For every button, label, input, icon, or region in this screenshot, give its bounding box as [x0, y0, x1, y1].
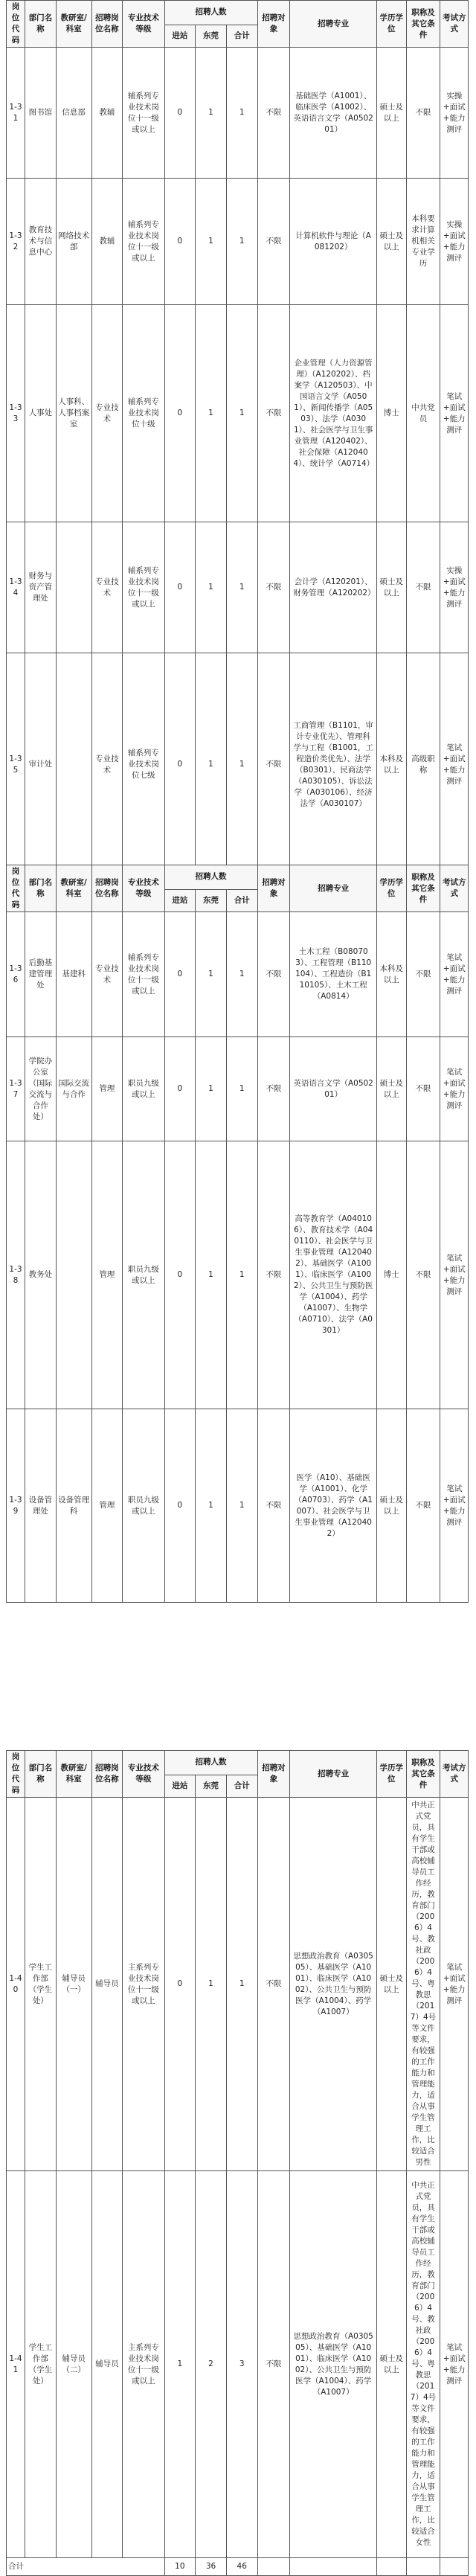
cell-count-east: 1 — [196, 48, 227, 179]
cell-count-in: 0 — [164, 653, 196, 877]
header-title: 职称及其它条件 — [406, 865, 440, 912]
header-count-total: 合计 — [226, 1775, 257, 1797]
header-count-east: 东莞 — [196, 889, 227, 911]
table-row — [7, 653, 469, 877]
total-label: 合计 — [7, 2558, 165, 2576]
cell-code: 1-35 — [7, 653, 25, 877]
cell-level: 主系列专业技术岗位十一级或以上 — [123, 2171, 164, 2558]
cell-count-total: 1 — [226, 912, 257, 1037]
cell-edu: 硕士及以上 — [377, 179, 407, 305]
header-post: 招聘岗位名称 — [91, 1, 123, 48]
cell-count-in: 0 — [164, 1798, 196, 2171]
cell-code: 1-37 — [7, 1037, 25, 1141]
cell-method: 笔试+面试+能力测评 — [440, 653, 469, 877]
cell-count-total: 1 — [226, 1798, 257, 2171]
cell-count-in: 0 — [164, 1409, 196, 1603]
cell-target: 不限 — [257, 522, 290, 653]
recruitment-table-part-1 — [6, 0, 469, 877]
cell-count-total: 1 — [226, 1141, 257, 1409]
header-count: 招聘人数 — [164, 1751, 257, 1775]
cell-code: 1-32 — [7, 179, 25, 305]
cell-level: 辅系列专业技术岗位十一级或以上 — [123, 179, 164, 305]
cell-code: 1-36 — [7, 912, 25, 1037]
cell-count-in: 0 — [164, 1037, 196, 1141]
cell-count-in: 0 — [164, 912, 196, 1037]
cell-level: 职员九级或以上 — [123, 1037, 164, 1141]
cell-office — [56, 1141, 91, 1409]
table-row — [7, 48, 469, 179]
header-code: 岗位代码 — [7, 1751, 25, 1798]
cell-post: 辅导员 — [91, 2171, 123, 2558]
cell-dept: 设备管理处 — [25, 1409, 57, 1603]
cell-major: 计算机软件与理论（A081202） — [290, 179, 377, 305]
total-count-east: 36 — [196, 2558, 227, 2576]
cell-dept: 后勤基建管理处 — [25, 912, 57, 1037]
cell-count-total: 3 — [226, 2171, 257, 2558]
header-title: 职称及其它条件 — [406, 1, 440, 48]
header-level: 专业技术等级 — [123, 1751, 164, 1798]
cell-title: 中共党员 — [406, 305, 440, 522]
header-count: 招聘人数 — [164, 865, 257, 890]
cell-code: 1-39 — [7, 1409, 25, 1603]
cell-method: 笔试+面试+能力测评 — [440, 305, 469, 522]
header-count-in: 进站 — [164, 25, 196, 47]
cell-office — [56, 653, 91, 877]
cell-target: 不限 — [257, 48, 290, 179]
cell-office: 辅导员（一） — [56, 1798, 91, 2171]
cell-dept: 图书馆 — [25, 48, 57, 179]
cell-post: 专业技术 — [91, 522, 123, 653]
cell-edu: 硕士及以上 — [377, 522, 407, 653]
header-count-east: 东莞 — [196, 1775, 227, 1797]
cell-count-in: 0 — [164, 522, 196, 653]
cell-level: 辅系列专业技术岗位十一级或以上 — [123, 522, 164, 653]
cell-title: 高级职称 — [406, 653, 440, 877]
cell-post: 管理 — [91, 1141, 123, 1409]
cell-count-east: 1 — [196, 1798, 227, 2171]
cell-method: 实操+面试+能力测评 — [440, 522, 469, 653]
cell-dept: 财务与资产管理处 — [25, 522, 57, 653]
cell-office: 国际交流与合作 — [56, 1037, 91, 1141]
recruitment-table-part-2 — [6, 865, 469, 1603]
header-level: 专业技术等级 — [123, 865, 164, 912]
cell-count-total: 1 — [226, 653, 257, 877]
cell-count-in: 1 — [164, 2171, 196, 2558]
cell-method: 实操+面试+能力测评 — [440, 48, 469, 179]
cell-edu: 本科及以上 — [377, 912, 407, 1037]
header-method: 考试方式 — [440, 1751, 469, 1798]
cell-level: 辅系列专业技术岗位七级 — [123, 653, 164, 877]
cell-title: 不限 — [406, 522, 440, 653]
header-title: 职称及其它条件 — [406, 1751, 440, 1798]
cell-level: 辅系列专业技术岗位十一级或以上 — [123, 48, 164, 179]
cell-count-east: 1 — [196, 653, 227, 877]
cell-count-east: 2 — [196, 2171, 227, 2558]
header-count: 招聘人数 — [164, 1, 257, 25]
cell-edu: 硕士及以上 — [377, 1037, 407, 1141]
table-row — [7, 2171, 469, 2558]
header-major: 招聘专业 — [290, 865, 377, 912]
cell-dept: 学院办公室（国际交流与合作处） — [25, 1037, 57, 1141]
cell-title: 不限 — [406, 1037, 440, 1141]
cell-dept: 教育技术与信息中心 — [25, 179, 57, 305]
total-count-in: 10 — [164, 2558, 196, 2576]
header-count-in: 进站 — [164, 889, 196, 911]
cell-count-total: 1 — [226, 305, 257, 522]
cell-dept: 人事处 — [25, 305, 57, 522]
cell-method: 笔试+面试+能力测评 — [440, 2171, 469, 2558]
cell-title: 本科要求计算机相关专业学历 — [406, 179, 440, 305]
header-count-total: 合计 — [226, 25, 257, 47]
cell-office: 辅导员（二） — [56, 2171, 91, 2558]
cell-post: 专业技术 — [91, 305, 123, 522]
cell-major: 医学（A10）、基础医学（A1001）、化学（A0703）、药学（A1007）、社会医学与卫生事业管理（A120402） — [290, 1409, 377, 1603]
total-blank — [406, 2558, 440, 2576]
cell-dept: 学生工作部（学生处） — [25, 1798, 57, 2171]
header-dept: 部门名称 — [25, 1, 57, 48]
cell-post: 管理 — [91, 1037, 123, 1141]
cell-office: 网络技术部 — [56, 179, 91, 305]
cell-method: 笔试+面试+能力测评 — [440, 1409, 469, 1603]
cell-level: 主系列专业技术岗位十一级或以上 — [123, 1798, 164, 2171]
cell-major: 工商管理（B1101，审计专业优先）、管理科学与工程（B1001，工程造价类优先）、法学（B0301）、民商法学（A030105）、诉讼法学（A030106）、经济法学（A030107） — [290, 653, 377, 877]
cell-major: 土木工程（B080703）、工程管理（B110104）、工程造价（B110105）、土木工程（A0814） — [290, 912, 377, 1037]
cell-dept: 教务处 — [25, 1141, 57, 1409]
cell-count-total: 1 — [226, 179, 257, 305]
table-row — [7, 1409, 469, 1603]
header-method: 考试方式 — [440, 865, 469, 912]
cell-title: 中共正式党员，具有学生干部或高校辅导员工作经历，教育部门（2006）4号、教社政（2006）4号、粤教思（2017）4号等文件要求，有较强的工作能力和管理能力，适合从事学生管理工作，比较适合男性 — [406, 1798, 440, 2171]
cell-count-east: 1 — [196, 522, 227, 653]
cell-count-east: 1 — [196, 1409, 227, 1603]
cell-major: 思想政治教育（A030505）、基础医学（A1001）、临床医学（A1002）、公共卫生与预防医学（A1004）、药学（A1007） — [290, 1798, 377, 2171]
total-count-total: 46 — [226, 2558, 257, 2576]
total-blank — [440, 2558, 469, 2576]
header-method: 考试方式 — [440, 1, 469, 48]
cell-edu: 博士 — [377, 1141, 407, 1409]
header-major: 招聘专业 — [290, 1, 377, 48]
cell-target: 不限 — [257, 1037, 290, 1141]
recruitment-table-part-3 — [6, 1750, 469, 2576]
cell-target: 不限 — [257, 1141, 290, 1409]
header-dept: 部门名称 — [25, 865, 57, 912]
cell-post: 教辅 — [91, 48, 123, 179]
cell-dept: 学生工作部（学生处） — [25, 2171, 57, 2558]
table-row — [7, 179, 469, 305]
cell-level: 辅系列专业技术岗位十级 — [123, 305, 164, 522]
cell-edu: 硕士及以上 — [377, 1409, 407, 1603]
cell-count-in: 0 — [164, 48, 196, 179]
cell-code: 1-33 — [7, 305, 25, 522]
cell-edu: 本科及以上 — [377, 653, 407, 877]
cell-method: 笔试+面试+能力测评 — [440, 1141, 469, 1409]
cell-major: 思想政治教育（A030505）、基础医学（A1001）、临床医学（A1002）、公共卫生与预防医学（A1004）、药学（A1007） — [290, 2171, 377, 2558]
cell-target: 不限 — [257, 2171, 290, 2558]
cell-major: 基础医学（A1001）、临床医学（A1002）、英语语言文学（A050201） — [290, 48, 377, 179]
cell-level: 辅系列专业技术岗位十一级或以上 — [123, 912, 164, 1037]
cell-level: 职员九级或以上 — [123, 1141, 164, 1409]
cell-count-in: 0 — [164, 1141, 196, 1409]
cell-major: 会计学（A120201）、财务管理（A120202） — [290, 522, 377, 653]
total-row — [7, 2558, 469, 2576]
header-office: 教研室/科室 — [56, 1, 91, 48]
table-row — [7, 522, 469, 653]
cell-target: 不限 — [257, 179, 290, 305]
total-blank — [290, 2558, 377, 2576]
header-edu: 学历学位 — [377, 865, 407, 912]
cell-count-in: 0 — [164, 305, 196, 522]
cell-method: 笔试+面试+能力测评 — [440, 1037, 469, 1141]
header-edu: 学历学位 — [377, 1, 407, 48]
cell-count-total: 1 — [226, 48, 257, 179]
table-row — [7, 1037, 469, 1141]
cell-title: 中共正式党员，具有学生干部或高校辅导员工作经历，教育部门（2006）4号、教社政（2006）4号、粤教思（2017）4号等文件要求，有较强的工作能力和管理能力，适合从事学生管理工作，比较适合女性 — [406, 2171, 440, 2558]
header-target: 招聘对象 — [257, 865, 290, 912]
table-row — [7, 912, 469, 1037]
header-dept: 部门名称 — [25, 1751, 57, 1798]
cell-title: 不限 — [406, 48, 440, 179]
cell-code: 1-31 — [7, 48, 25, 179]
header-major: 招聘专业 — [290, 1751, 377, 1798]
cell-post: 辅导员 — [91, 1798, 123, 2171]
header-code: 岗位代码 — [7, 1, 25, 48]
cell-office: 设备管理科 — [56, 1409, 91, 1603]
cell-dept: 审计处 — [25, 653, 57, 877]
cell-office: 人事科、人事档案室 — [56, 305, 91, 522]
cell-level: 职员九级或以上 — [123, 1409, 164, 1603]
cell-major: 企业管理（人力资源管理）（A120202）、档案学（A120503）、中国语言文学（A0501）、新闻传播学（A0503）、法学（A0301）、社会医学与卫生事业管理（A120402）、社会保障（A120404）、统计学（A0714） — [290, 305, 377, 522]
header-target: 招聘对象 — [257, 1751, 290, 1798]
cell-title: 不限 — [406, 1141, 440, 1409]
cell-count-total: 1 — [226, 522, 257, 653]
table-row — [7, 305, 469, 522]
header-count-in: 进站 — [164, 1775, 196, 1797]
cell-count-east: 1 — [196, 179, 227, 305]
cell-title: 不限 — [406, 1409, 440, 1603]
header-office: 教研室/科室 — [56, 865, 91, 912]
cell-method: 笔试+面试+能力测评 — [440, 912, 469, 1037]
header-post: 招聘岗位名称 — [91, 865, 123, 912]
cell-count-east: 1 — [196, 912, 227, 1037]
cell-post: 教辅 — [91, 179, 123, 305]
cell-target: 不限 — [257, 305, 290, 522]
cell-edu: 硕士及以上 — [377, 1798, 407, 2171]
cell-post: 管理 — [91, 1409, 123, 1603]
header-office: 教研室/科室 — [56, 1751, 91, 1798]
header-count-total: 合计 — [226, 889, 257, 911]
cell-edu: 博士 — [377, 305, 407, 522]
header-edu: 学历学位 — [377, 1751, 407, 1798]
cell-target: 不限 — [257, 1798, 290, 2171]
total-blank — [377, 2558, 407, 2576]
cell-count-in: 0 — [164, 179, 196, 305]
cell-target: 不限 — [257, 1409, 290, 1603]
table-row — [7, 1141, 469, 1409]
cell-major: 英语语言文学（A050201） — [290, 1037, 377, 1141]
cell-office — [56, 522, 91, 653]
header-post: 招聘岗位名称 — [91, 1751, 123, 1798]
cell-code: 1-38 — [7, 1141, 25, 1409]
cell-code: 1-40 — [7, 1798, 25, 2171]
cell-count-total: 1 — [226, 1037, 257, 1141]
cell-title: 不限 — [406, 912, 440, 1037]
cell-method: 实操+面试+能力测评 — [440, 179, 469, 305]
cell-code: 1-41 — [7, 2171, 25, 2558]
cell-major: 高等教育学（A040106）、教育技术学（A040110）、社会医学与卫生事业管理（A120402）、基础医学（A1001）、临床医学（A1002）、公共卫生与预防医学（A1004）、药学（A1007）、生物学（A0710）、法学（A0301） — [290, 1141, 377, 1409]
cell-post: 专业技术 — [91, 912, 123, 1037]
table-row — [7, 1798, 469, 2171]
cell-method: 笔试+面试+能力测评 — [440, 1798, 469, 2171]
header-code: 岗位代码 — [7, 865, 25, 912]
cell-count-east: 1 — [196, 305, 227, 522]
cell-target: 不限 — [257, 653, 290, 877]
cell-edu: 硕士及以上 — [377, 48, 407, 179]
cell-code: 1-34 — [7, 522, 25, 653]
cell-count-east: 1 — [196, 1141, 227, 1409]
cell-count-total: 1 — [226, 1409, 257, 1603]
cell-edu: 硕士及以上 — [377, 2171, 407, 2558]
cell-count-east: 1 — [196, 1037, 227, 1141]
header-count-east: 东莞 — [196, 25, 227, 47]
cell-post: 专业技术 — [91, 653, 123, 877]
cell-office: 基建科 — [56, 912, 91, 1037]
cell-target: 不限 — [257, 912, 290, 1037]
cell-office: 信息部 — [56, 48, 91, 179]
header-target: 招聘对象 — [257, 1, 290, 48]
total-blank — [257, 2558, 290, 2576]
header-level: 专业技术等级 — [123, 1, 164, 48]
